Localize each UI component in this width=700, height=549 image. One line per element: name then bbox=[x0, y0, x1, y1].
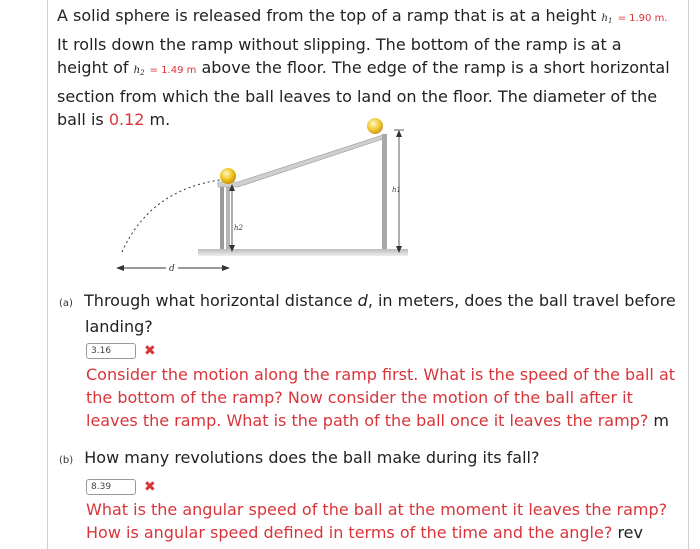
part-a-feedback-line-1: Consider the motion along the ramp first. What is the speed of the ball at bbox=[86, 365, 676, 384]
problem-line-3-end: above the floor. The edge of the ramp is a short horizontal bbox=[201, 58, 670, 77]
part-b-feedback-line-2: How is angular speed defined in terms of the time and the angle? bbox=[86, 523, 613, 542]
lower-support-right bbox=[226, 186, 230, 249]
problem-line-3-start: height of bbox=[57, 58, 129, 77]
part-a-answer-row bbox=[86, 343, 156, 359]
h2-value: = 1.49 m bbox=[149, 65, 197, 76]
h1-symbol: $h_1$ bbox=[601, 13, 613, 25]
part-b-question bbox=[59, 446, 679, 472]
problem-line-1: A solid sphere is released from the top of a ramp that is at a height bbox=[57, 6, 597, 25]
part-b-unit: rev bbox=[617, 523, 643, 542]
part-a-question bbox=[59, 289, 679, 338]
part-b-feedback-line-1: What is the angular speed of the ball at the moment it leaves the ramp? bbox=[86, 500, 668, 519]
part-b-answer-row bbox=[86, 479, 156, 495]
part-b-label: (b) bbox=[59, 455, 74, 466]
part-a-label: (a) bbox=[59, 298, 73, 309]
incorrect-x-icon: ✖ bbox=[144, 479, 156, 495]
h2-label: h2 bbox=[234, 224, 243, 232]
ramp-surface bbox=[218, 134, 386, 187]
problem-line-5-start: ball is bbox=[57, 110, 104, 129]
part-a-question-start: Through what horizontal distance bbox=[84, 291, 353, 310]
part-a-unit: m bbox=[653, 411, 669, 430]
problem-line-2: It rolls down the ramp without slipping. The bottom of the ramp is at a bbox=[57, 35, 622, 54]
upper-support bbox=[382, 134, 387, 249]
part-a-feedback bbox=[86, 363, 684, 432]
trajectory-path bbox=[122, 180, 220, 252]
h2-symbol: $h_2$ bbox=[133, 65, 145, 77]
problem-line-4: section from which the ball leaves to land on the floor. The diameter of the bbox=[57, 87, 658, 106]
part-b-question-text: How many revolutions does the ball make during its fall? bbox=[84, 448, 540, 467]
d-label: d bbox=[169, 264, 175, 274]
problem-line-5-end: m. bbox=[149, 110, 171, 129]
part-a-answer-input[interactable]: 3.16 bbox=[86, 343, 136, 359]
part-a-question-end: , in meters, does the ball travel before bbox=[367, 291, 676, 310]
h1-value: = 1.90 m. bbox=[617, 13, 668, 24]
part-a-feedback-line-3: leaves the ramp. What is the path of the ball once it leaves the ramp? bbox=[86, 411, 649, 430]
ball-top bbox=[367, 118, 383, 134]
part-b-answer-input[interactable]: 8.39 bbox=[86, 479, 136, 495]
part-b-feedback-line-2-wrap bbox=[86, 521, 684, 544]
lower-support bbox=[220, 182, 224, 249]
incorrect-x-icon: ✖ bbox=[144, 343, 156, 359]
floor bbox=[198, 249, 408, 256]
part-a-question-line-2: landing? bbox=[85, 317, 153, 336]
part-a-feedback-line-3-wrap bbox=[86, 409, 684, 432]
ramp-figure bbox=[110, 112, 410, 282]
ball-bottom bbox=[220, 168, 236, 184]
part-a-variable: d bbox=[357, 291, 368, 310]
diameter-value: 0.12 bbox=[108, 110, 145, 129]
h1-label: h1 bbox=[392, 186, 401, 194]
part-b-feedback bbox=[86, 498, 684, 544]
part-a-feedback-line-2: the bottom of the ramp? Now consider the motion of the ball after it bbox=[86, 388, 633, 407]
